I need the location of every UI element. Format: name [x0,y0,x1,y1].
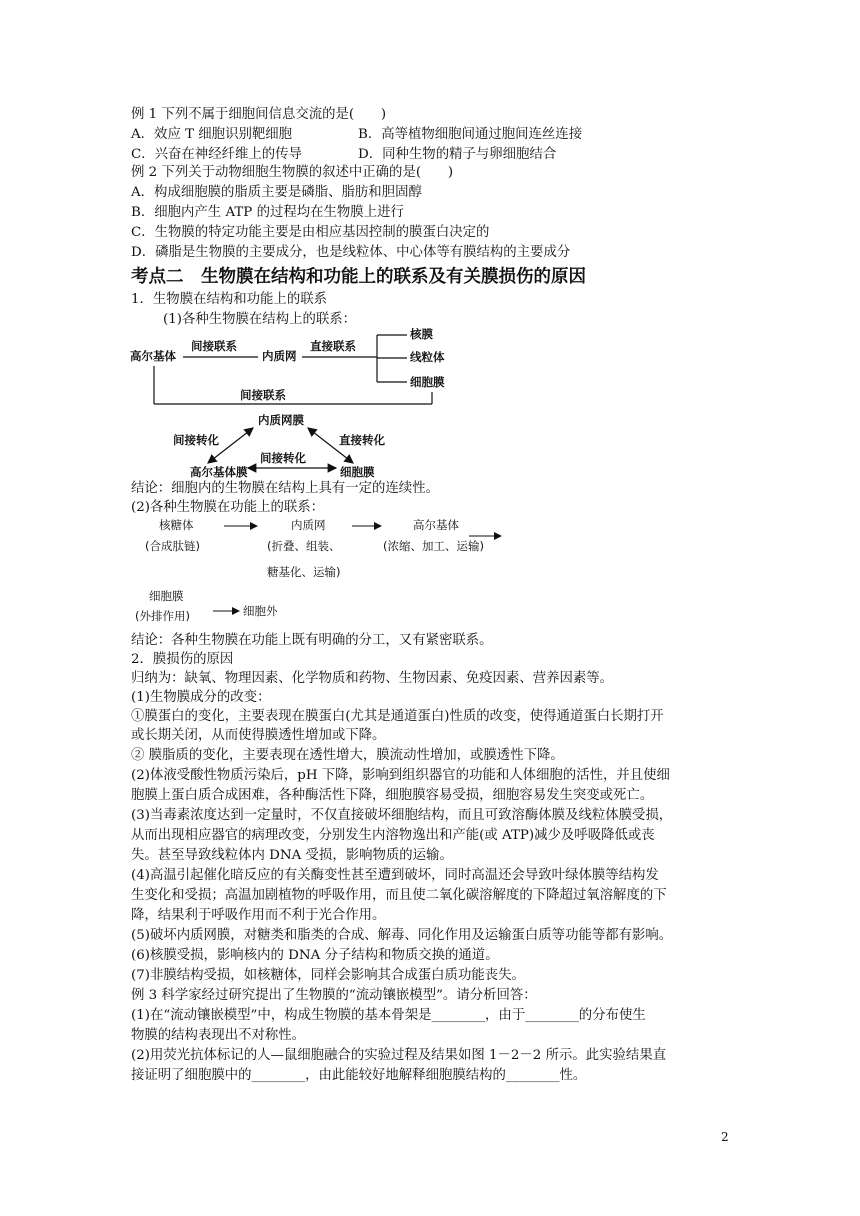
part2-p3-line3: 失。甚至导致线粒体内 DNA 受损，影响物质的运输。 [131,848,453,863]
diagram2-cell-membrane: 细胞膜 [340,465,375,479]
part2-p3-line2: 从而出现相应器官的病理改变，分别发生内溶物逸出和产能(或 ATP)减少及呼吸降低或丧 [131,828,655,843]
diagram1-mito: 线粒体 [410,350,445,364]
conclusion2: 结论：各种生物膜在功能上既有明确的分工，又有紧密联系。 [131,633,493,648]
example2-stem: 例 2 下列关于动物细胞生物膜的叙述中正确的是( ) [131,165,454,180]
example3-q2-line1: (2)用荧光抗体标记的人—鼠细胞融合的实验过程及结果如图 1－2－2 所示。此实验结果直 [131,1048,667,1063]
example1-option-c: C．兴奋在神经纤维上的传导 [131,147,302,162]
example1-stem: 例 1 下列不属于细胞间信息交流的是( ) [131,107,387,122]
part2-p5: (5)破坏内质网膜，对糖类和脂类的合成、解毒、同化作用及运输蛋白质等功能等都有影响。 [131,928,673,943]
part2-title: 2．膜损伤的原因 [131,652,234,667]
part1-title: 1．生物膜在结构和功能上的联系 [131,292,327,307]
part2-p2-line2: 胞膜上蛋白质合成困难，各种酶活性下降，细胞膜容易受损，细胞容易发生突变或死亡。 [131,788,654,803]
example2-option-a: A．构成细胞膜的脂质主要是磷脂、脂肪和胆固醇 [131,185,422,200]
example1-option-d: D．同种生物的精子与卵细胞结合 [358,147,557,162]
diagram2-left: 间接转化 [173,433,219,447]
diagram1-membrane: 细胞膜 [410,375,445,389]
example3-stem: 例 3 科学家经过研究提出了生物膜的“流动镶嵌模型”。请分析回答： [131,988,537,1003]
part2-p3-line1: (3)当毒素浓度达到一定量时，不仅直接破坏细胞结构，而且可致溶酶体膜及线粒体膜受损， [131,808,673,823]
example1-option-b: B．高等植物细胞间通过胞间连丝连接 [358,127,583,142]
example2-option-c: C．生物膜的特定功能主要是由相应基因控制的膜蛋白决定的 [131,225,490,240]
part2-p4-line3: 降，结果利于呼吸作用而不利于光合作用。 [131,908,386,923]
diagram3-membrane: 细胞膜 [149,589,184,603]
diagram3-membrane-note: (外排作用) [135,609,190,623]
conclusion1: 结论：细胞内的生物膜在结构上具有一定的连续性。 [131,481,439,496]
diagram1-golgi: 高尔基体 [130,349,176,363]
diagram3-er-note1: (折叠、组装、 [267,539,341,553]
diagram3-golgi-note: (浓缩、加工、运输) [383,539,484,553]
part2-summary: 归纳为：缺氧、物理因素、化学物质和药物、生物因素、免疫因素、营养因素等。 [131,671,614,686]
example3-q2-line2: 接证明了细胞膜中的________，由此能较好地解释细胞膜结构的________性。 [131,1068,587,1083]
diagram3-ribosome: 核糖体 [159,518,194,532]
part2-p1a-line1: ①膜蛋白的变化，主要表现在膜蛋白(尤其是通道蛋白)性质的改变，使得通道蛋白长期打开 [131,709,664,724]
part2-p4-line1: (4)高温引起催化暗反应的有关酶变性甚至遭到破坏，同时高温还会导致叶绿体膜等结构发 [131,868,659,883]
diagram1-nucleus: 核膜 [410,327,433,341]
diagram2-golgi-membrane: 高尔基体膜 [190,465,248,479]
part2-p1a-line2: 或长期关闭，从而使得膜透性增加或下降。 [131,728,386,743]
part2-p1: (1)生物膜成分的改变： [131,690,271,705]
membrane-conversion-diagram [168,410,398,482]
example3-q1-line2: 物膜的结构表现出不对称性。 [131,1028,306,1043]
diagram1-direct: 直接联系 [310,339,356,353]
diagram3-ribosome-note: (合成肽链) [145,539,200,553]
part2-p4-line2: 生变化和受损；高温加剧植物的呼吸作用，而且使二氧化碳溶解度的下降超过氧溶解度的下 [131,888,667,903]
part2-p6: (6)核膜受损，影响核内的 DNA 分子结构和物质交换的通道。 [131,948,499,963]
example2-option-b: B．细胞内产生 ATP 的过程均在生物膜上进行 [131,205,404,220]
example2-option-d: D．磷脂是生物膜的主要成分，也是线粒体、中心体等有膜结构的主要成分 [131,245,571,260]
part1-sub1: (1)各种生物膜在结构上的联系： [163,312,357,327]
diagram2-right: 直接转化 [339,433,385,447]
diagram3-outside: 细胞外 [243,604,278,618]
diagram1-indirect-top: 间接联系 [191,339,237,353]
example3-q1-line1: (1)在“流动镶嵌模型”中，构成生物膜的基本骨架是________，由于________的分布使生 [131,1008,646,1023]
part2-p1b: ② 膜脂质的变化，主要表现在透性增大，膜流动性增加，或膜透性下降。 [131,748,564,763]
page-number: 2 [721,1130,729,1144]
membrane-structure-diagram [125,322,455,410]
diagram1-indirect-bottom: 间接联系 [240,388,286,402]
part2-p2-line1: (2)体液受酸性物质污染后，pH 下降，影响到组织器官的功能和人体细胞的活性，并且使细 [131,768,670,783]
part2-p7: (7)非膜结构受损，如核糖体，同样会影响其合成蛋白质功能丧失。 [131,968,525,983]
diagram1-er: 内质网 [262,349,297,363]
section-title: 考点二 生物膜在结构和功能上的联系及有关膜损伤的原因 [131,267,586,287]
diagram2-er-membrane: 内质网膜 [258,413,304,427]
part1-sub2: (2)各种生物膜在功能上的联系： [131,500,325,515]
diagram3-er: 内质网 [291,518,326,532]
example1-option-a: A．效应 T 细胞识别靶细胞 [131,127,293,142]
membrane-function-diagram [131,514,511,628]
diagram3-er-note2: 糖基化、运输) [267,565,341,579]
diagram3-golgi: 高尔基体 [413,518,459,532]
diagram2-bottom: 间接转化 [260,451,306,465]
